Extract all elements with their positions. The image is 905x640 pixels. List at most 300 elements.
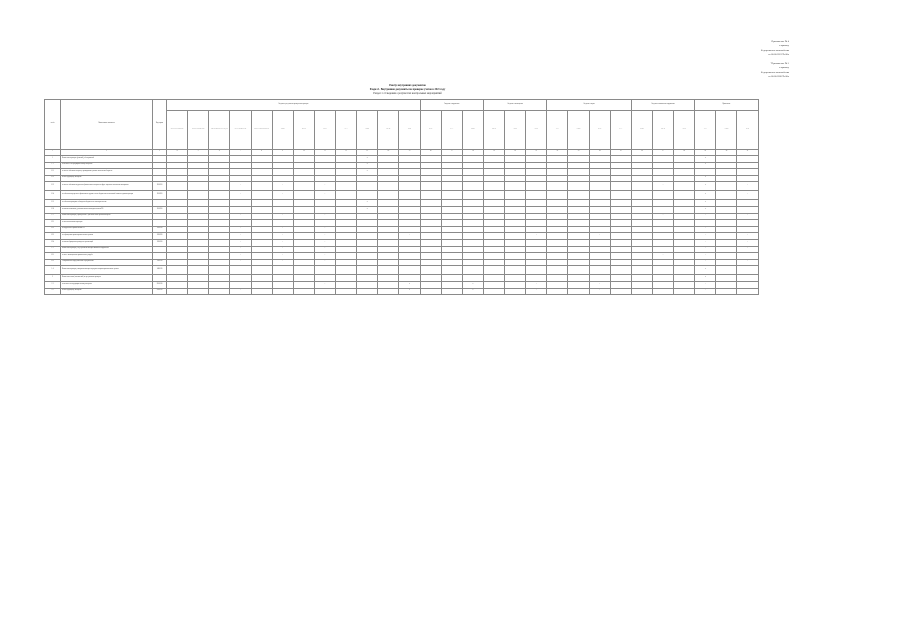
value-cell bbox=[272, 281, 293, 288]
subheader-cell: в т.ч. bbox=[547, 111, 568, 150]
value-cell bbox=[568, 220, 589, 227]
value-cell bbox=[230, 156, 251, 163]
appendix-line: от 00.00.2020 № 00н bbox=[768, 75, 789, 79]
value-cell bbox=[399, 253, 420, 260]
value-cell bbox=[167, 213, 188, 220]
value-cell bbox=[251, 226, 272, 233]
value-cell bbox=[209, 253, 230, 260]
value-cell bbox=[716, 281, 737, 288]
value-cell bbox=[251, 206, 272, 213]
value-cell bbox=[716, 288, 737, 295]
value-cell bbox=[674, 275, 695, 282]
value-cell bbox=[737, 206, 758, 213]
subheader-cell: кол-во bbox=[652, 111, 673, 150]
value-cell bbox=[188, 239, 209, 246]
value-cell bbox=[293, 220, 314, 227]
value-cell bbox=[209, 246, 230, 253]
value-cell bbox=[293, 226, 314, 233]
value-cell bbox=[568, 233, 589, 240]
value-cell bbox=[568, 253, 589, 260]
value-cell bbox=[526, 162, 547, 169]
value-cell bbox=[716, 191, 737, 200]
value-cell bbox=[357, 281, 378, 288]
subheader-cell: в т.ч. bbox=[695, 111, 716, 150]
value-cell bbox=[188, 259, 209, 266]
subheader-cell: сумма bbox=[716, 111, 737, 150]
column-number-cell: 23 bbox=[568, 150, 589, 156]
value-cell bbox=[188, 162, 209, 169]
value-cell bbox=[674, 288, 695, 295]
value-cell bbox=[483, 246, 504, 253]
value-cell: - bbox=[737, 239, 758, 246]
value-cell: x bbox=[695, 206, 716, 213]
value-cell: x bbox=[357, 162, 378, 169]
value-cell bbox=[505, 226, 526, 233]
value-cell bbox=[314, 206, 335, 213]
value-cell bbox=[462, 175, 483, 182]
value-cell bbox=[188, 226, 209, 233]
value-cell bbox=[251, 233, 272, 240]
column-number-cell: 5 bbox=[188, 150, 209, 156]
value-cell bbox=[357, 253, 378, 260]
value-cell bbox=[188, 281, 209, 288]
value-cell bbox=[209, 220, 230, 227]
value-cell bbox=[272, 156, 293, 163]
value-cell bbox=[526, 246, 547, 253]
row-number-cell: 1.2.1 bbox=[45, 220, 61, 227]
value-cell bbox=[526, 182, 547, 191]
value-cell: - bbox=[272, 191, 293, 200]
subheader-cell: кол-во bbox=[293, 111, 314, 150]
value-cell bbox=[167, 220, 188, 227]
value-cell bbox=[272, 206, 293, 213]
value-cell bbox=[674, 259, 695, 266]
row-code-cell bbox=[153, 213, 167, 220]
value-cell bbox=[357, 213, 378, 220]
value-cell bbox=[505, 162, 526, 169]
value-cell bbox=[737, 162, 758, 169]
value-cell: x bbox=[357, 169, 378, 176]
value-cell bbox=[674, 213, 695, 220]
value-cell bbox=[631, 162, 652, 169]
value-cell bbox=[357, 246, 378, 253]
subheader-cell: сумма bbox=[631, 111, 652, 150]
value-cell bbox=[568, 213, 589, 220]
value-cell bbox=[483, 233, 504, 240]
header-cell: Примечание bbox=[695, 100, 758, 111]
column-number-cell: 25 bbox=[610, 150, 631, 156]
appendix-line: Федерального казначейства bbox=[760, 70, 789, 74]
subheader-cell: итого bbox=[505, 111, 526, 150]
value-cell: - bbox=[230, 213, 251, 220]
value-cell bbox=[357, 259, 378, 266]
value-cell bbox=[505, 200, 526, 207]
value-cell bbox=[674, 191, 695, 200]
header-cell: № п/п bbox=[45, 100, 61, 150]
value-cell bbox=[167, 191, 188, 200]
table-row bbox=[45, 191, 759, 200]
value-cell bbox=[674, 281, 695, 288]
row-name-cell: в том числе: по предварительному контролю bbox=[61, 162, 153, 169]
value-cell bbox=[378, 220, 399, 227]
row-name-cell: по поручению Правительства РФ bbox=[61, 226, 153, 233]
value-cell bbox=[272, 266, 293, 275]
value-cell bbox=[251, 275, 272, 282]
appendix-line: к приказу bbox=[779, 44, 789, 48]
value-cell bbox=[652, 288, 673, 295]
value-cell: - bbox=[695, 239, 716, 246]
value-cell bbox=[167, 169, 188, 176]
value-cell bbox=[589, 169, 610, 176]
value-cell bbox=[441, 266, 462, 275]
value-cell bbox=[568, 191, 589, 200]
value-cell: - bbox=[272, 239, 293, 246]
value-cell bbox=[420, 233, 441, 240]
value-cell bbox=[674, 156, 695, 163]
value-cell bbox=[399, 156, 420, 163]
value-cell bbox=[209, 182, 230, 191]
value-cell bbox=[505, 220, 526, 227]
row-number-cell: 1.2.3 bbox=[45, 233, 61, 240]
value-cell: - bbox=[230, 182, 251, 191]
value-cell bbox=[568, 175, 589, 182]
row-code-cell bbox=[153, 175, 167, 182]
row-code-cell: 1400010 bbox=[153, 266, 167, 275]
column-number-cell: 20 bbox=[505, 150, 526, 156]
value-cell bbox=[209, 175, 230, 182]
value-cell bbox=[272, 175, 293, 182]
value-cell bbox=[462, 191, 483, 200]
value-cell bbox=[631, 220, 652, 227]
value-cell bbox=[209, 169, 230, 176]
value-cell bbox=[399, 169, 420, 176]
subheader-cell: Количество проверок bbox=[167, 111, 188, 150]
row-name-cell: по последующему контролю bbox=[61, 175, 153, 182]
value-cell bbox=[167, 200, 188, 207]
value-cell bbox=[505, 206, 526, 213]
value-cell bbox=[589, 226, 610, 233]
value-cell bbox=[336, 162, 357, 169]
value-cell bbox=[526, 226, 547, 233]
column-number-cell: 19 bbox=[483, 150, 504, 156]
column-number-cell: 17 bbox=[441, 150, 462, 156]
column-number-cell: 9 bbox=[272, 150, 293, 156]
value-cell bbox=[230, 175, 251, 182]
value-cell bbox=[188, 175, 209, 182]
value-cell bbox=[505, 246, 526, 253]
value-cell bbox=[441, 253, 462, 260]
value-cell: - bbox=[272, 253, 293, 260]
value-cell bbox=[441, 182, 462, 191]
value-cell: - bbox=[695, 226, 716, 233]
column-number-cell: 28 bbox=[674, 150, 695, 156]
value-cell bbox=[378, 206, 399, 213]
column-number-cell: 7 bbox=[230, 150, 251, 156]
value-cell bbox=[483, 253, 504, 260]
value-cell bbox=[631, 213, 652, 220]
value-cell: - bbox=[230, 259, 251, 266]
value-cell bbox=[462, 253, 483, 260]
value-cell bbox=[631, 275, 652, 282]
value-cell: - bbox=[314, 246, 335, 253]
value-cell bbox=[441, 226, 462, 233]
value-cell bbox=[610, 191, 631, 200]
row-name-cell: Количество проверок, материалы которых переданы в правоохранительные органы bbox=[61, 266, 153, 275]
subheader-cell: кол-во bbox=[378, 111, 399, 150]
table-row bbox=[45, 226, 759, 233]
value-cell bbox=[293, 266, 314, 275]
value-cell bbox=[631, 191, 652, 200]
value-cell bbox=[378, 156, 399, 163]
value-cell: x bbox=[462, 281, 483, 288]
value-cell bbox=[610, 200, 631, 207]
value-cell bbox=[483, 169, 504, 176]
value-cell bbox=[399, 175, 420, 182]
value-cell bbox=[167, 239, 188, 246]
column-number-cell: 13 bbox=[357, 150, 378, 156]
value-cell bbox=[209, 200, 230, 207]
value-cell: - bbox=[737, 191, 758, 200]
value-cell bbox=[652, 259, 673, 266]
row-name-cell: по последующему контролю bbox=[61, 288, 153, 295]
table-row bbox=[45, 239, 759, 246]
value-cell bbox=[547, 200, 568, 207]
value-cell bbox=[378, 162, 399, 169]
value-cell bbox=[441, 162, 462, 169]
value-cell bbox=[462, 246, 483, 253]
header-cell: Сведения о мерах bbox=[547, 100, 632, 111]
value-cell bbox=[462, 169, 483, 176]
value-cell bbox=[357, 288, 378, 295]
value-cell bbox=[589, 206, 610, 213]
value-cell bbox=[505, 275, 526, 282]
value-cell: - bbox=[589, 288, 610, 295]
value-cell bbox=[399, 266, 420, 275]
value-cell bbox=[610, 182, 631, 191]
column-number-cell: 24 bbox=[589, 150, 610, 156]
subheader-cell: Объем проверенных средств bbox=[209, 111, 230, 150]
column-number-cell: 16 bbox=[420, 150, 441, 156]
value-cell bbox=[378, 253, 399, 260]
value-cell: - bbox=[230, 233, 251, 240]
appendix-header-1 bbox=[761, 40, 789, 58]
value-cell bbox=[420, 220, 441, 227]
row-code-cell bbox=[153, 169, 167, 176]
value-cell bbox=[357, 266, 378, 275]
value-cell bbox=[314, 266, 335, 275]
value-cell bbox=[167, 226, 188, 233]
value-cell bbox=[251, 246, 272, 253]
subheader-cell: сумма bbox=[272, 111, 293, 150]
value-cell bbox=[293, 175, 314, 182]
value-cell: - bbox=[695, 213, 716, 220]
table-row bbox=[45, 182, 759, 191]
value-cell bbox=[336, 288, 357, 295]
value-cell bbox=[272, 162, 293, 169]
value-cell bbox=[441, 169, 462, 176]
row-name-cell: из них внеплановых проверок bbox=[61, 220, 153, 227]
value-cell: - bbox=[589, 233, 610, 240]
value-cell bbox=[716, 162, 737, 169]
table-row bbox=[45, 246, 759, 253]
row-number-cell: 1.1.3 bbox=[45, 182, 61, 191]
row-number-cell: 2.2 bbox=[45, 288, 61, 295]
value-cell bbox=[314, 156, 335, 163]
row-number-cell: 1.2 bbox=[45, 213, 61, 220]
value-cell bbox=[674, 220, 695, 227]
value-cell bbox=[251, 253, 272, 260]
row-number-cell: 1.4 bbox=[45, 266, 61, 275]
value-cell bbox=[526, 175, 547, 182]
value-cell bbox=[378, 275, 399, 282]
row-number-cell: 1.3.2 bbox=[45, 259, 61, 266]
value-cell: - bbox=[737, 246, 758, 253]
row-name-cell: по иным основаниям, установленным законодательством РФ bbox=[61, 206, 153, 213]
value-cell: - bbox=[314, 182, 335, 191]
value-cell bbox=[209, 266, 230, 275]
column-number-cell: 4 bbox=[167, 150, 188, 156]
column-number-cell: 26 bbox=[631, 150, 652, 156]
value-cell bbox=[420, 281, 441, 288]
value-cell bbox=[399, 200, 420, 207]
row-code-cell bbox=[153, 253, 167, 260]
value-cell bbox=[568, 169, 589, 176]
value-cell bbox=[568, 182, 589, 191]
value-cell bbox=[167, 246, 188, 253]
value-cell bbox=[631, 246, 652, 253]
table-row bbox=[45, 156, 759, 163]
column-number-cell: 29 bbox=[695, 150, 716, 156]
value-cell bbox=[631, 253, 652, 260]
value-cell bbox=[188, 200, 209, 207]
value-cell bbox=[610, 259, 631, 266]
value-cell bbox=[230, 266, 251, 275]
row-code-cell bbox=[153, 246, 167, 253]
value-cell bbox=[526, 220, 547, 227]
value-cell bbox=[441, 200, 462, 207]
value-cell bbox=[462, 233, 483, 240]
value-cell bbox=[483, 259, 504, 266]
value-cell: x bbox=[695, 162, 716, 169]
row-code-cell bbox=[153, 156, 167, 163]
value-cell bbox=[399, 213, 420, 220]
value-cell bbox=[336, 182, 357, 191]
value-cell bbox=[483, 182, 504, 191]
subheader-cell: в т.ч. bbox=[336, 111, 357, 150]
value-cell bbox=[293, 182, 314, 191]
value-cell bbox=[505, 259, 526, 266]
value-cell bbox=[610, 220, 631, 227]
value-cell: - bbox=[314, 213, 335, 220]
table-row bbox=[45, 253, 759, 260]
value-cell bbox=[420, 206, 441, 213]
value-cell bbox=[314, 200, 335, 207]
value-cell bbox=[737, 226, 758, 233]
value-cell: - bbox=[399, 233, 420, 240]
value-cell bbox=[610, 281, 631, 288]
value-cell bbox=[652, 275, 673, 282]
value-cell: x bbox=[357, 200, 378, 207]
value-cell bbox=[547, 162, 568, 169]
column-number-cell: 14 bbox=[378, 150, 399, 156]
value-cell bbox=[505, 288, 526, 295]
value-cell bbox=[716, 206, 737, 213]
value-cell bbox=[652, 169, 673, 176]
value-cell bbox=[483, 156, 504, 163]
value-cell bbox=[357, 175, 378, 182]
table-row bbox=[45, 288, 759, 295]
value-cell bbox=[737, 175, 758, 182]
value-cell bbox=[483, 175, 504, 182]
value-cell bbox=[674, 266, 695, 275]
value-cell bbox=[209, 233, 230, 240]
subheader-cell: из них по объектам bbox=[230, 111, 251, 150]
value-cell bbox=[483, 288, 504, 295]
value-cell bbox=[652, 156, 673, 163]
value-cell: - bbox=[230, 253, 251, 260]
value-cell bbox=[483, 191, 504, 200]
value-cell bbox=[251, 239, 272, 246]
value-cell bbox=[589, 191, 610, 200]
value-cell bbox=[209, 288, 230, 295]
value-cell bbox=[441, 246, 462, 253]
value-cell bbox=[716, 156, 737, 163]
page-blank-area bbox=[0, 300, 905, 640]
row-number-cell: 1 bbox=[45, 156, 61, 163]
row-code-cell bbox=[153, 200, 167, 207]
value-cell bbox=[336, 259, 357, 266]
subheader-cell: всего bbox=[420, 111, 441, 150]
value-cell bbox=[631, 239, 652, 246]
value-cell bbox=[251, 288, 272, 295]
row-name-cell: с направлением представлений и предписаний bbox=[61, 259, 153, 266]
header-cell: Сведения о нарушениях bbox=[420, 100, 483, 111]
value-cell bbox=[441, 206, 462, 213]
value-cell bbox=[505, 239, 526, 246]
value-cell bbox=[378, 191, 399, 200]
value-cell bbox=[188, 156, 209, 163]
value-cell bbox=[272, 288, 293, 295]
value-cell bbox=[589, 220, 610, 227]
value-cell: x bbox=[695, 182, 716, 191]
value-cell bbox=[568, 288, 589, 295]
row-number-cell: 2 bbox=[45, 275, 61, 282]
value-cell bbox=[505, 156, 526, 163]
value-cell bbox=[441, 288, 462, 295]
value-cell bbox=[526, 200, 547, 207]
value-cell bbox=[399, 220, 420, 227]
value-cell: - bbox=[652, 213, 673, 220]
subheader-cell: всего bbox=[589, 111, 610, 150]
value-cell bbox=[462, 156, 483, 163]
value-cell bbox=[167, 253, 188, 260]
value-cell bbox=[293, 169, 314, 176]
value-cell bbox=[674, 206, 695, 213]
table-row bbox=[45, 281, 759, 288]
value-cell bbox=[336, 266, 357, 275]
value-cell: - bbox=[695, 253, 716, 260]
title-line: Раздел 1.1 Сведения о результатах контрольных мероприятий bbox=[373, 92, 442, 96]
value-cell bbox=[589, 266, 610, 275]
value-cell: - bbox=[652, 253, 673, 260]
value-cell bbox=[357, 226, 378, 233]
value-cell: - bbox=[589, 281, 610, 288]
value-cell bbox=[483, 266, 504, 275]
value-cell bbox=[674, 233, 695, 240]
value-cell: - bbox=[526, 233, 547, 240]
value-cell bbox=[610, 233, 631, 240]
value-cell: - bbox=[695, 233, 716, 240]
